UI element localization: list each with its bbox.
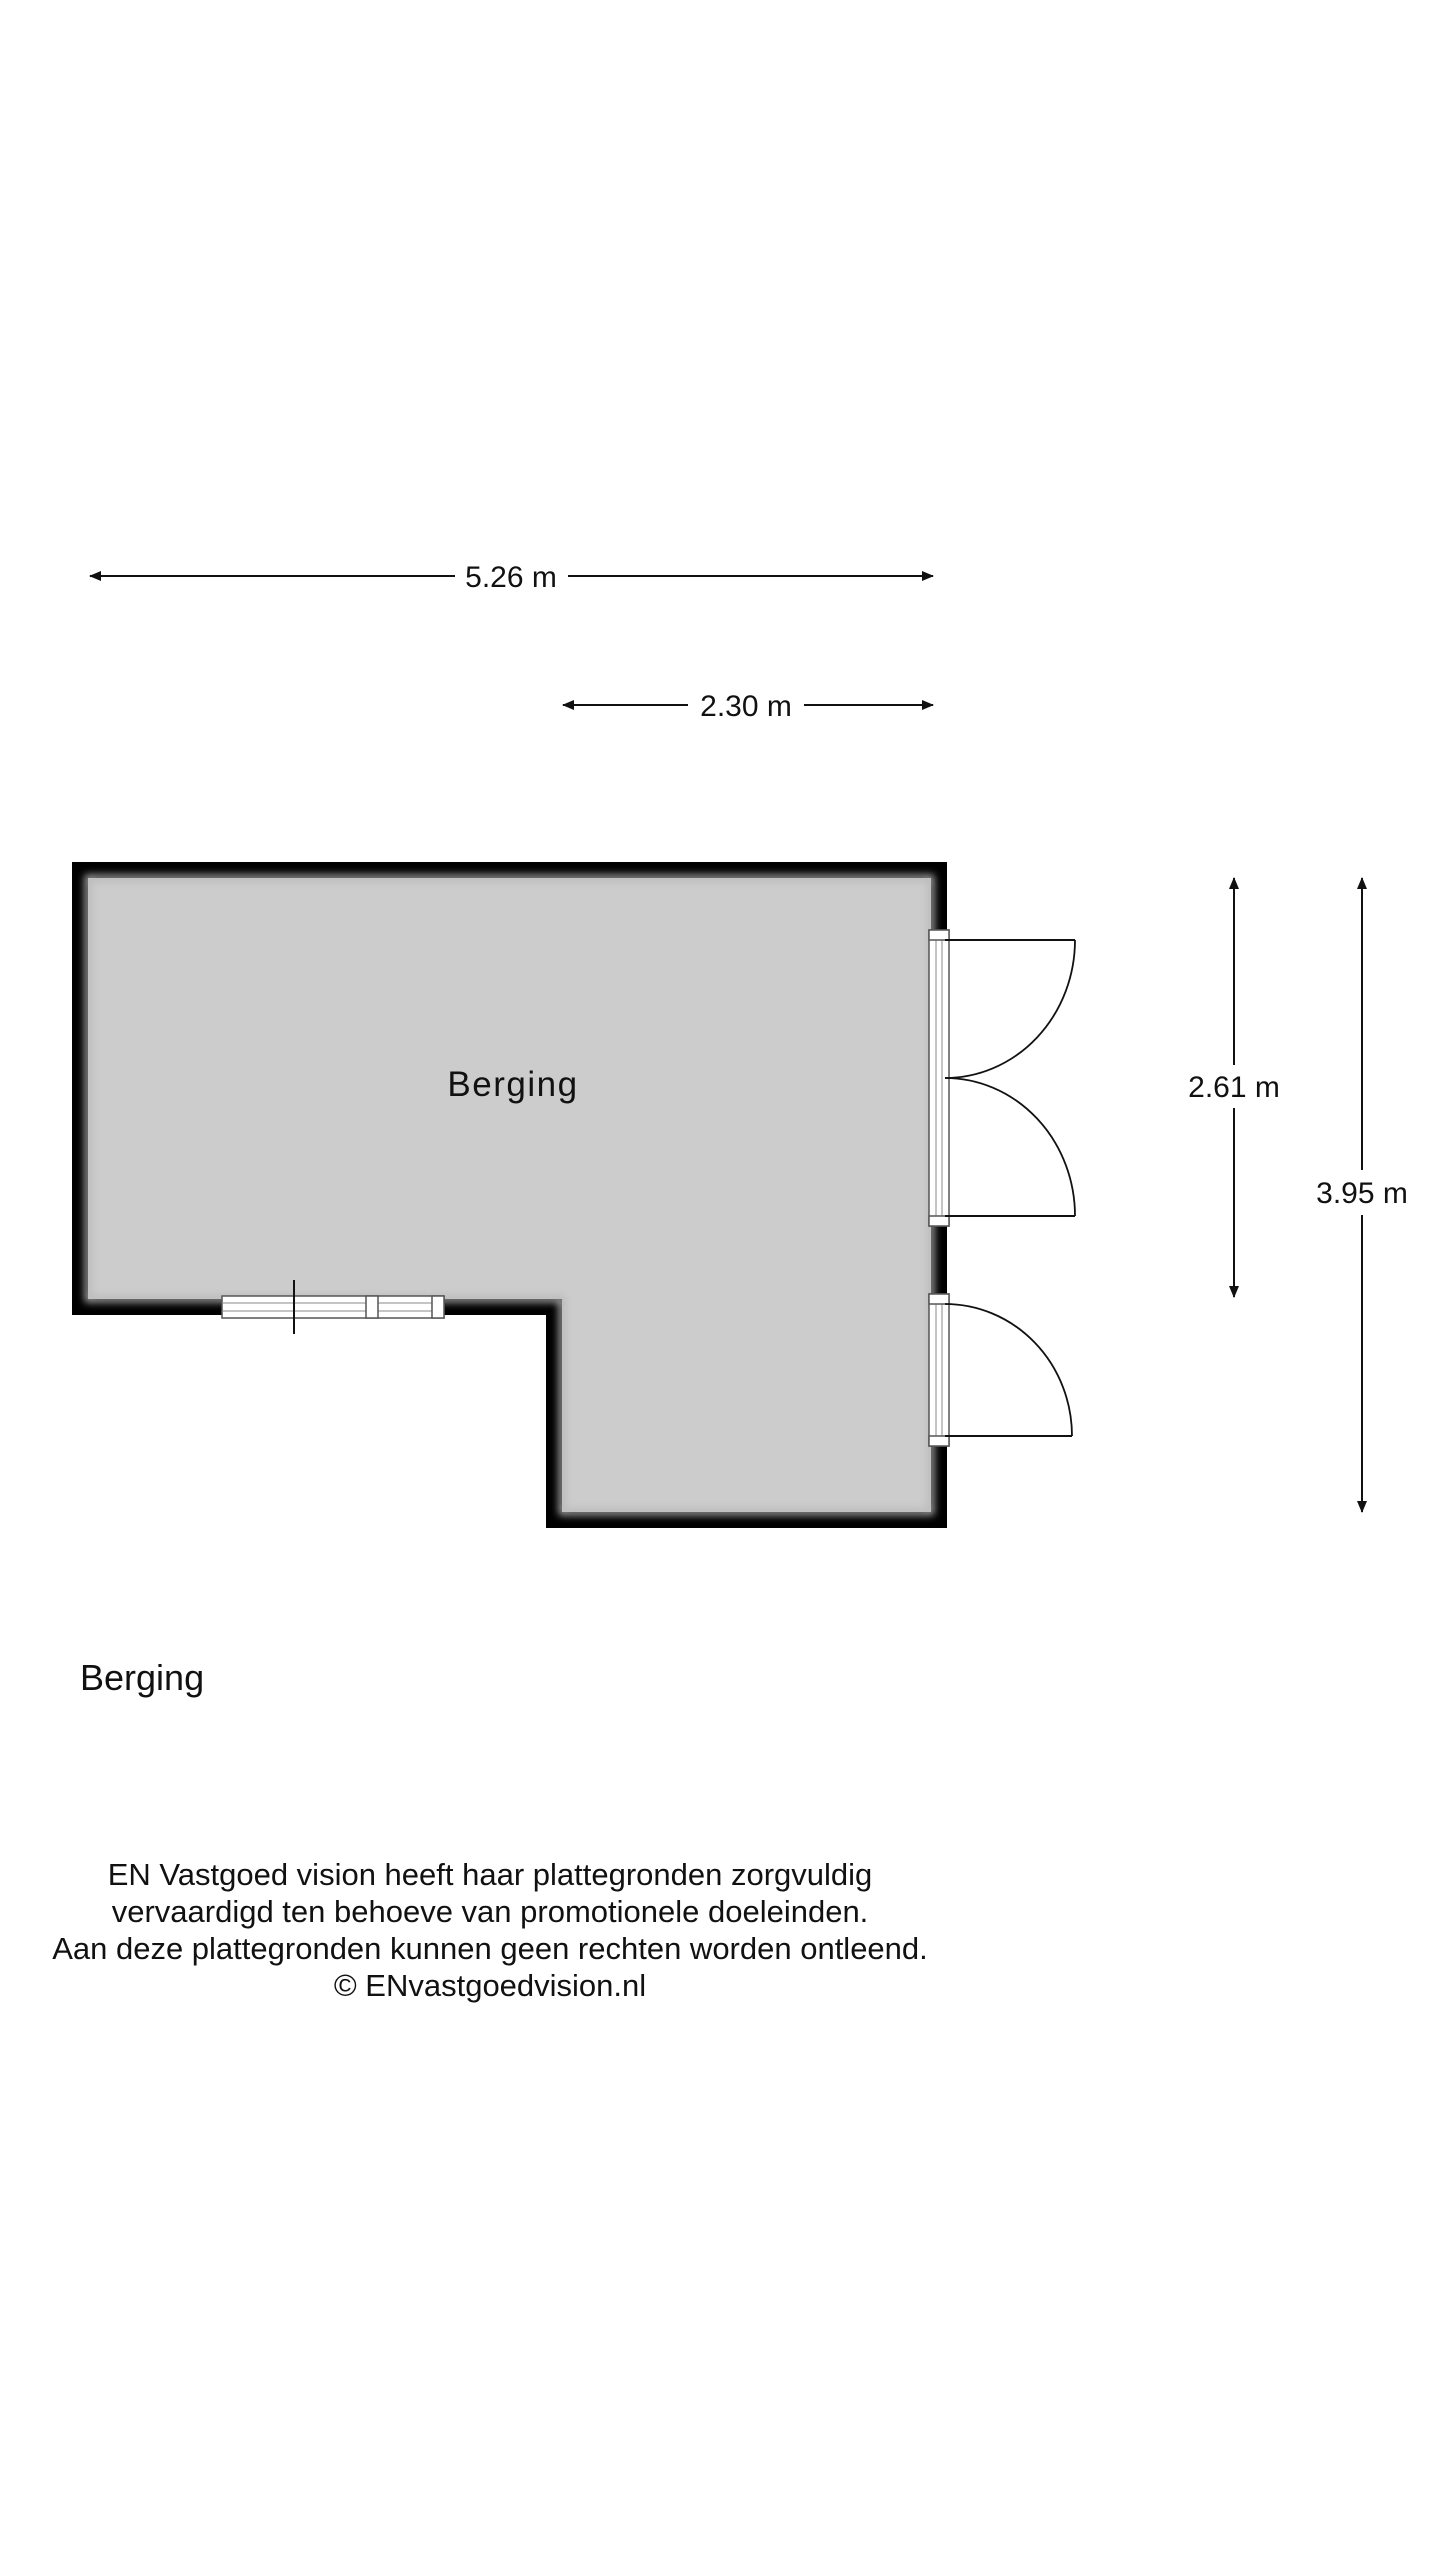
dimension-top-total [90, 561, 933, 594]
dimension-top-partial [563, 690, 933, 723]
dimension-right-total [1316, 878, 1408, 1512]
dimension-label-top-total: 5.26 m [465, 561, 557, 594]
single-door-right-wall [929, 1294, 1072, 1446]
dimension-label-right-inner: 2.61 m [1188, 1071, 1280, 1104]
room-floor [88, 878, 931, 1512]
disclaimer-line-1: EN Vastgoed vision heeft haar plattegronden zorgvuldig [107, 1857, 873, 1892]
disclaimer-text [0, 1856, 980, 2004]
dimension-label-top-partial: 2.30 m [700, 690, 792, 723]
room-berging [72, 862, 947, 1528]
dimension-label-right-total: 3.95 m [1316, 1177, 1408, 1210]
disclaimer-line-3: Aan deze plattegronden kunnen geen rechten worden ontleend. [52, 1931, 928, 1966]
dimension-right-inner [1188, 878, 1280, 1297]
room-label: Berging [447, 1065, 579, 1104]
disclaimer-line-4: © ENvastgoedvision.nl [333, 1968, 647, 2003]
double-door-right-wall [929, 930, 1075, 1226]
floor-name-label: Berging [80, 1657, 205, 1698]
disclaimer-line-2: vervaardigd ten behoeve van promotionele doeleinden. [111, 1894, 869, 1929]
